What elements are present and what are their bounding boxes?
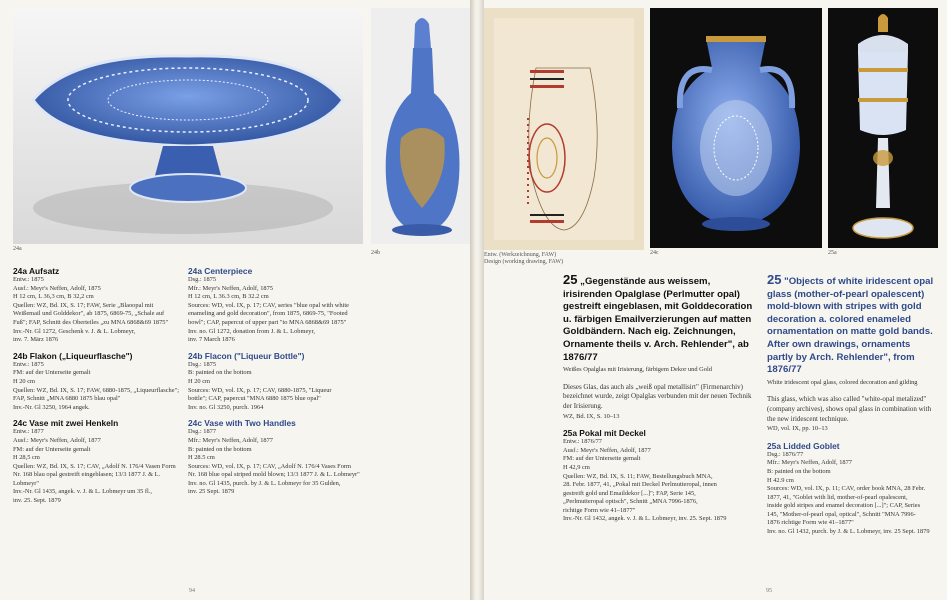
section-heading-text: „Gegenstände aus weissem, irisirenden Opalglase (Perlmutter opal) gestreift eingeblasen, mit Golddecoration u. färbigen Emailverzierungen auf matten Goldbändern. Nach eig. Zeichnungen, Ornamente theils v. Arch. Rehlender", ab 1876/77 — [563, 276, 753, 363]
entry-line: Mfr.: Meyr's Neffen, Adolf, 1877 — [188, 436, 273, 444]
entry-line: Inv.-Nr. Gl 1432, angek. v. J. & L. Lobmeyr, inv. 25. Sept. 1879 — [563, 515, 727, 523]
entry-line: B: painted on the bottom — [188, 445, 252, 453]
entry-line: Entw.: 1877 — [13, 428, 44, 436]
entry-line: Sources: WD, vol. IX, p. 17; CAV, series "blue opal with white — [188, 301, 349, 309]
section-reference: WZ, Bd. IX, S. 10–13 — [563, 412, 620, 420]
entry-line: „Perlmutteropal optisch", Schnitt „MNA 7996-1876, — [563, 498, 698, 506]
entry-line: Mfr.: Meyr's Neffen, Adolf, 1875 — [188, 284, 273, 292]
entry-line: H 42,9 cm — [563, 463, 590, 471]
entry-line: inside gold stripes and enamel decoration [...]"; CAP, Series — [767, 502, 921, 510]
entry-line: H 28,5 cm — [13, 454, 40, 462]
vase-illustration — [650, 8, 822, 248]
entry-line: richtige Form wie 41–1877" — [563, 506, 636, 514]
entry-line: Inv. no. Gl 1432, purch. by J. & L. Lobmeyr, inv. 25 Sept. 1879 — [767, 528, 930, 536]
entry-line: B: painted on the bottom — [767, 467, 831, 475]
entry-line: 28. Febr. 1877, 41, „Pokal mit Deckel Perlmutteropal, innen — [563, 481, 717, 489]
caption-24a: 24a — [13, 246, 22, 252]
entry-title: 24b Flakon („Liqueurflasche") — [13, 350, 133, 361]
entry-line: Inv.-Nr. Gl 1435, angek. v. J. & L. Lobmeyr um 35 fl., — [13, 488, 153, 496]
entry-line: Inv. no. Gl 3250, purch. 1964 — [188, 403, 264, 411]
left-german-column — [13, 266, 183, 512]
entry-line: Sources: WD, vol. IX, p. 17; CAV, 6880-1875, "Liqueur — [188, 386, 332, 394]
centerpiece-illustration — [13, 8, 363, 244]
entry-line: H 12 cm, L 36,3 cm, B 32,2 cm — [13, 293, 94, 301]
entry-line: bottle"; CAP, papercut "MNA 6880 1875 blue opal" — [188, 395, 321, 403]
photo-flacon — [371, 8, 474, 244]
right-english-column — [767, 274, 939, 537]
photo-working-drawing — [484, 8, 644, 250]
section-heading-text: "Objects of white iridescent opal glass (mother-of-pearl opalescent) mold-blown with stripes with gold decoration a. colored enameled ornamentation on matte gold bands. After own drawings, ornaments partly by Arch. Rehlender", from 1876/77 — [767, 276, 934, 376]
entry-line: Ausf.: Meyr's Neffen, Adolf, 1877 — [13, 436, 101, 444]
entry-line: H 20 cm — [13, 377, 36, 385]
entry-line: H 42.9 cm — [767, 476, 794, 484]
entry-line: Ausf.: Meyr's Neffen, Adolf, 1875 — [13, 284, 101, 292]
entry-line: Inv. no. Gl 1435, purch. by J. & L. Lobmeyr for 35 Gulden, — [188, 479, 341, 487]
entry-line: 1877, 41, "Goblet with lid, mother-of-pearl opalescent, — [767, 493, 908, 501]
entry-line: bowl"; CAP, papercut of upper part "to MNA 6868&69 1875" — [188, 318, 347, 326]
entry-line: Dsg.: 1875 — [188, 360, 217, 368]
entry-title: 24c Vase with Two Handles — [188, 418, 296, 429]
entry-line: Weißemail und Golddekor", ab 1875, 6869-75, „Schale auf — [13, 310, 165, 318]
entry-line: inv. 7 March 1876 — [188, 336, 235, 344]
entry-line: inv. 25. Sept. 1879 — [13, 497, 61, 505]
entry-line: FAP, Schnitt „MNA 6880 1875 blau opal" — [13, 395, 121, 403]
right-german-column — [563, 274, 761, 524]
section-number: 25 — [767, 272, 782, 287]
entry-title: 25a Lidded Goblet — [767, 440, 840, 451]
entry-24a-en — [188, 266, 368, 345]
entry-line: Quellen: WZ, Bd. IX, S. 11; FAW, Bestellungsbuch MNA, — [563, 472, 713, 480]
section-number: 25 — [563, 272, 578, 287]
caption-25a: 25a — [828, 250, 837, 256]
section-reference: WD, vol. IX, pp. 10–13 — [767, 425, 828, 433]
entry-line: Quellen: WZ, Bd. IX, S. 17; FAW, 6880-1875, „Liqueurflasche"; — [13, 386, 179, 394]
entry-line: Dsg.: 1877 — [188, 428, 217, 436]
entry-24c-en — [188, 418, 368, 497]
section-paragraph: This glass, which was also called "white-opal metalized" (company archives), shows opal glass in combination with the new iridescent technique. — [767, 395, 932, 423]
entry-line: Nr. 168 blau opal gestreift eingeblasen; 13/3 1877 J. & L. Lobmeyr" — [13, 471, 161, 487]
entry-line: H 20 cm — [188, 377, 211, 385]
book-gutter — [470, 0, 484, 600]
caption-24c: 24c — [650, 250, 659, 256]
entry-line: FM: auf der Unterseite gemalt — [13, 369, 91, 377]
photo-goblet — [828, 8, 938, 248]
entry-line: FM: auf der Unterseite gemalt — [563, 455, 641, 463]
entry-line: Sources: WD, vol. IX, p. 17; CAV, „Adolf N. 176/4 Vases Form — [188, 462, 352, 470]
entry-line: Quellen: WZ, Bd. IX, S. 17; CAV, „Adolf N. 176/4 Vasen Form — [13, 462, 176, 470]
entry-line: Quellen: WZ, Bd. IX, S. 17; FAW, Serie „Blaoopal mit — [13, 301, 154, 309]
photo-centerpiece — [13, 8, 363, 244]
entry-line: Sources: WD, vol. IX, p. 11; CAV, order book MNA, 28 Febr. — [767, 485, 926, 493]
entry-line: gestreift gold und Emaildekor [...]"; FAP, Serie 145, — [563, 489, 696, 497]
page-number-right: 95 — [766, 588, 772, 594]
page-number-left: 94 — [189, 588, 195, 594]
entry-line: Nr. 168 blue opal striped mold blown; 13/3 1877 J. & L. Lobmeyr" — [188, 471, 360, 479]
entry-title: 24c Vase mit zwei Henkeln — [13, 418, 119, 429]
entry-line: Dsg.: 1875 — [188, 276, 217, 283]
entry-title: 24a Aufsatz — [13, 266, 60, 276]
caption-24b: 24b — [371, 250, 380, 256]
goblet-illustration — [828, 8, 938, 248]
caption-drawing-de: Entw. (Werkzeichnung, FAW) — [484, 252, 557, 258]
entry-line: inv. 7. März 1876 — [13, 336, 59, 344]
section-subheading: Weißes Opalglas mit Irisierung, färbigem Dekor und Gold — [563, 366, 712, 374]
entry-line: inv. 25 Sept. 1879 — [188, 488, 235, 496]
entry-24b-en — [188, 351, 368, 413]
section-25-heading-de — [563, 274, 761, 364]
section-subheading: White iridescent opal glass, colored decoration and gilding — [767, 378, 918, 386]
entry-line: Dsg.: 1876/77 — [767, 450, 804, 458]
caption-drawing-en: Design (working drawing, FAW) — [484, 259, 564, 265]
entry-line: Inv.-Nr. Gl 1272, Geschenk v. J. & L. Lobmeyr, — [13, 327, 136, 335]
entry-title: 24a Centerpiece — [188, 266, 253, 276]
entry-line: Inv. no. Gl 1272, donation from J. & L. Lobmeyr, — [188, 327, 315, 335]
entry-24a-de — [13, 266, 183, 345]
entry-line: 1876 richtige Form wie 41–1877" — [767, 519, 854, 527]
left-english-column — [188, 266, 368, 503]
entry-line: Mfr.: Meyr's Neffen, Adolf, 1877 — [767, 459, 852, 467]
entry-24c-de — [13, 418, 183, 505]
flacon-illustration — [371, 8, 474, 244]
entry-line: Entw.: 1875 — [13, 360, 44, 368]
section-25-heading-en — [767, 274, 939, 377]
entry-title: 25a Pokal mit Deckel — [563, 428, 646, 439]
entry-line: Ausf.: Meyr's Neffen, Adolf, 1877 — [563, 446, 651, 454]
entry-line: Entw.: 1876/77 — [563, 438, 602, 446]
drawing-illustration — [484, 8, 644, 250]
entry-line: Fuß"; FAP, Schnitt des Oberteiles „zu MNA 6868&69 1875" — [13, 318, 169, 326]
entry-line: B: painted on the bottom — [188, 369, 252, 377]
photo-vase — [650, 8, 822, 248]
entry-line: Inv.-Nr. Gl 3250, 1964 angek. — [13, 403, 90, 411]
entry-line: 145, "Mother-of-pearl opal, optical", Schnitt "MNA 7996- — [767, 510, 916, 518]
entry-line: FM: auf der Unterseite gemalt — [13, 445, 91, 453]
entry-line: H 12 cm, L 36.3 cm, B 32.2 cm — [188, 293, 269, 301]
entry-24b-de — [13, 351, 183, 413]
entry-line: enameling and gold decoration", from 1875, 6869-75, "Footed — [188, 310, 348, 318]
entry-line: Entw.: 1875 — [13, 276, 44, 283]
entry-title: 24b Flacon ("Liqueur Bottle") — [188, 350, 305, 361]
section-paragraph: Dieses Glas, das auch als „weiß opal metallisirt" (Firmenarchiv) bezeichnet wurde, zeigt Opalglas verbunden mit der neuen Technik der Irisierung. — [563, 382, 752, 410]
entry-line: H 28.5 cm — [188, 454, 215, 462]
